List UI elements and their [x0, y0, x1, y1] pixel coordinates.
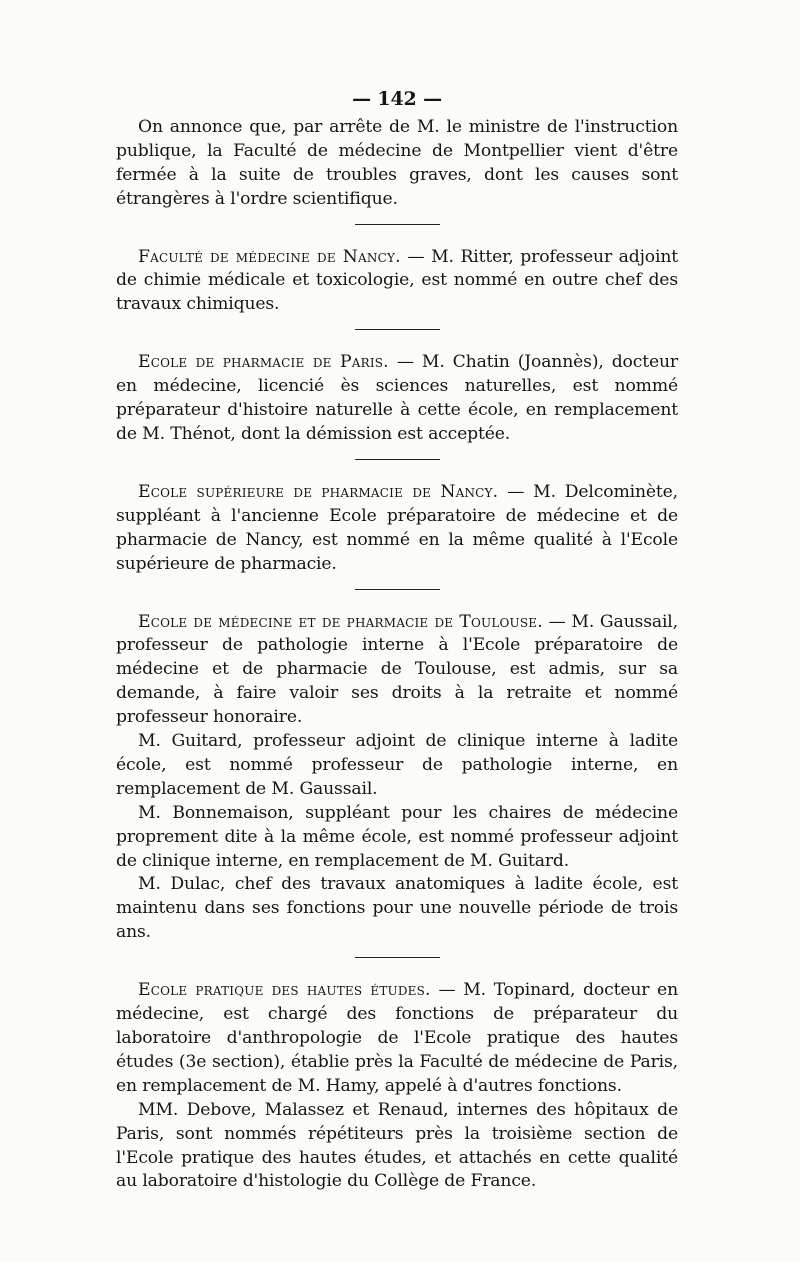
section-heading: Ecole de pharmacie de Paris. [138, 352, 389, 373]
section-separator [355, 224, 440, 225]
section-pharmacie-paris [116, 351, 678, 447]
page-number: — 142 — [116, 88, 678, 112]
paragraph-debove: MM. Debove, Malassez et Renaud, internes des hôpitaux de Paris, sont nommés répétiteurs près la troisième section de l'Ecole pratique des hautes études, et attachés en cette qualité au laboratoire d'histologie du Collège de France. [116, 1099, 678, 1192]
section-separator [355, 957, 440, 958]
section-faculte-nancy [116, 246, 678, 318]
section-heading: Ecole pratique des hautes études. [138, 980, 431, 1001]
section-hautes-etudes [116, 979, 678, 1099]
section-pharmacie-nancy [116, 481, 678, 577]
section-heading: Ecole de médecine et de pharmacie de Toulouse. [138, 611, 543, 632]
section-toulouse [116, 611, 678, 731]
paragraph-montpellier: On annonce que, par arrête de M. le ministre de l'instruction publique, la Faculté de médecine de Montpellier vient d'être fermée à la suite de troubles graves, dont les causes sont étrangères à l'ordre scientifique. [116, 116, 678, 209]
paragraph-bonnemaison: M. Bonnemaison, suppléant pour les chaires de médecine proprement dite à la même école, est nommé professeur adjoint de clinique interne, en remplacement de M. Guitard. [116, 802, 678, 871]
paragraph-dulac: M. Dulac, chef des travaux anatomiques à ladite école, est maintenu dans ses fonctions pour une nouvelle période de trois ans. [116, 874, 678, 943]
section-text: — M. Delcominète, suppléant à l'ancienne Ecole préparatoire de médecine et de pharmacie de Nancy, est nommé en la même qualité à l'Ecole supérieure de pharmacie. [116, 481, 678, 574]
section-separator [355, 329, 440, 330]
section-heading: Faculté de médecine de Nancy. [138, 246, 401, 267]
section-separator [355, 459, 440, 460]
paragraph-guitard: M. Guitard, professeur adjoint de clinique interne à ladite école, est nommé professeur de pathologie interne, en remplacement de M. Gaussail. [116, 731, 678, 799]
section-separator [355, 589, 440, 590]
section-text: — M. Ritter, professeur adjoint de chimie médicale et toxicologie, est nommé en outre chef des travaux chimiques. [116, 246, 679, 315]
section-text: — M. Topinard, docteur en médecine, est chargé des fonctions de préparateur du laboratoire d'anthropologie de l'Ecole pratique des hautes études (3e section), établie près la Faculté de médecine de Paris, en remplacement de M. Hamy, appelé à d'autres fonctions. [116, 980, 678, 1096]
section-text: — M. Gaussail, professeur de pathologie interne à l'Ecole préparatoire de médecine et de pharmacie de Toulouse, est admis, sur sa demande, à faire valoir ses droits à la retraite et nommé professeur honoraire. [116, 611, 678, 728]
section-heading: Ecole supérieure de pharmacie de Nancy. [138, 481, 499, 502]
page-body [116, 88, 678, 1194]
section-text: — M. Chatin (Joannès), docteur en médecine, licencié ès sciences naturelles, est nommé préparateur d'histoire naturelle à cette école, en remplacement de M. Thénot, dont la démission est acceptée. [116, 352, 678, 444]
